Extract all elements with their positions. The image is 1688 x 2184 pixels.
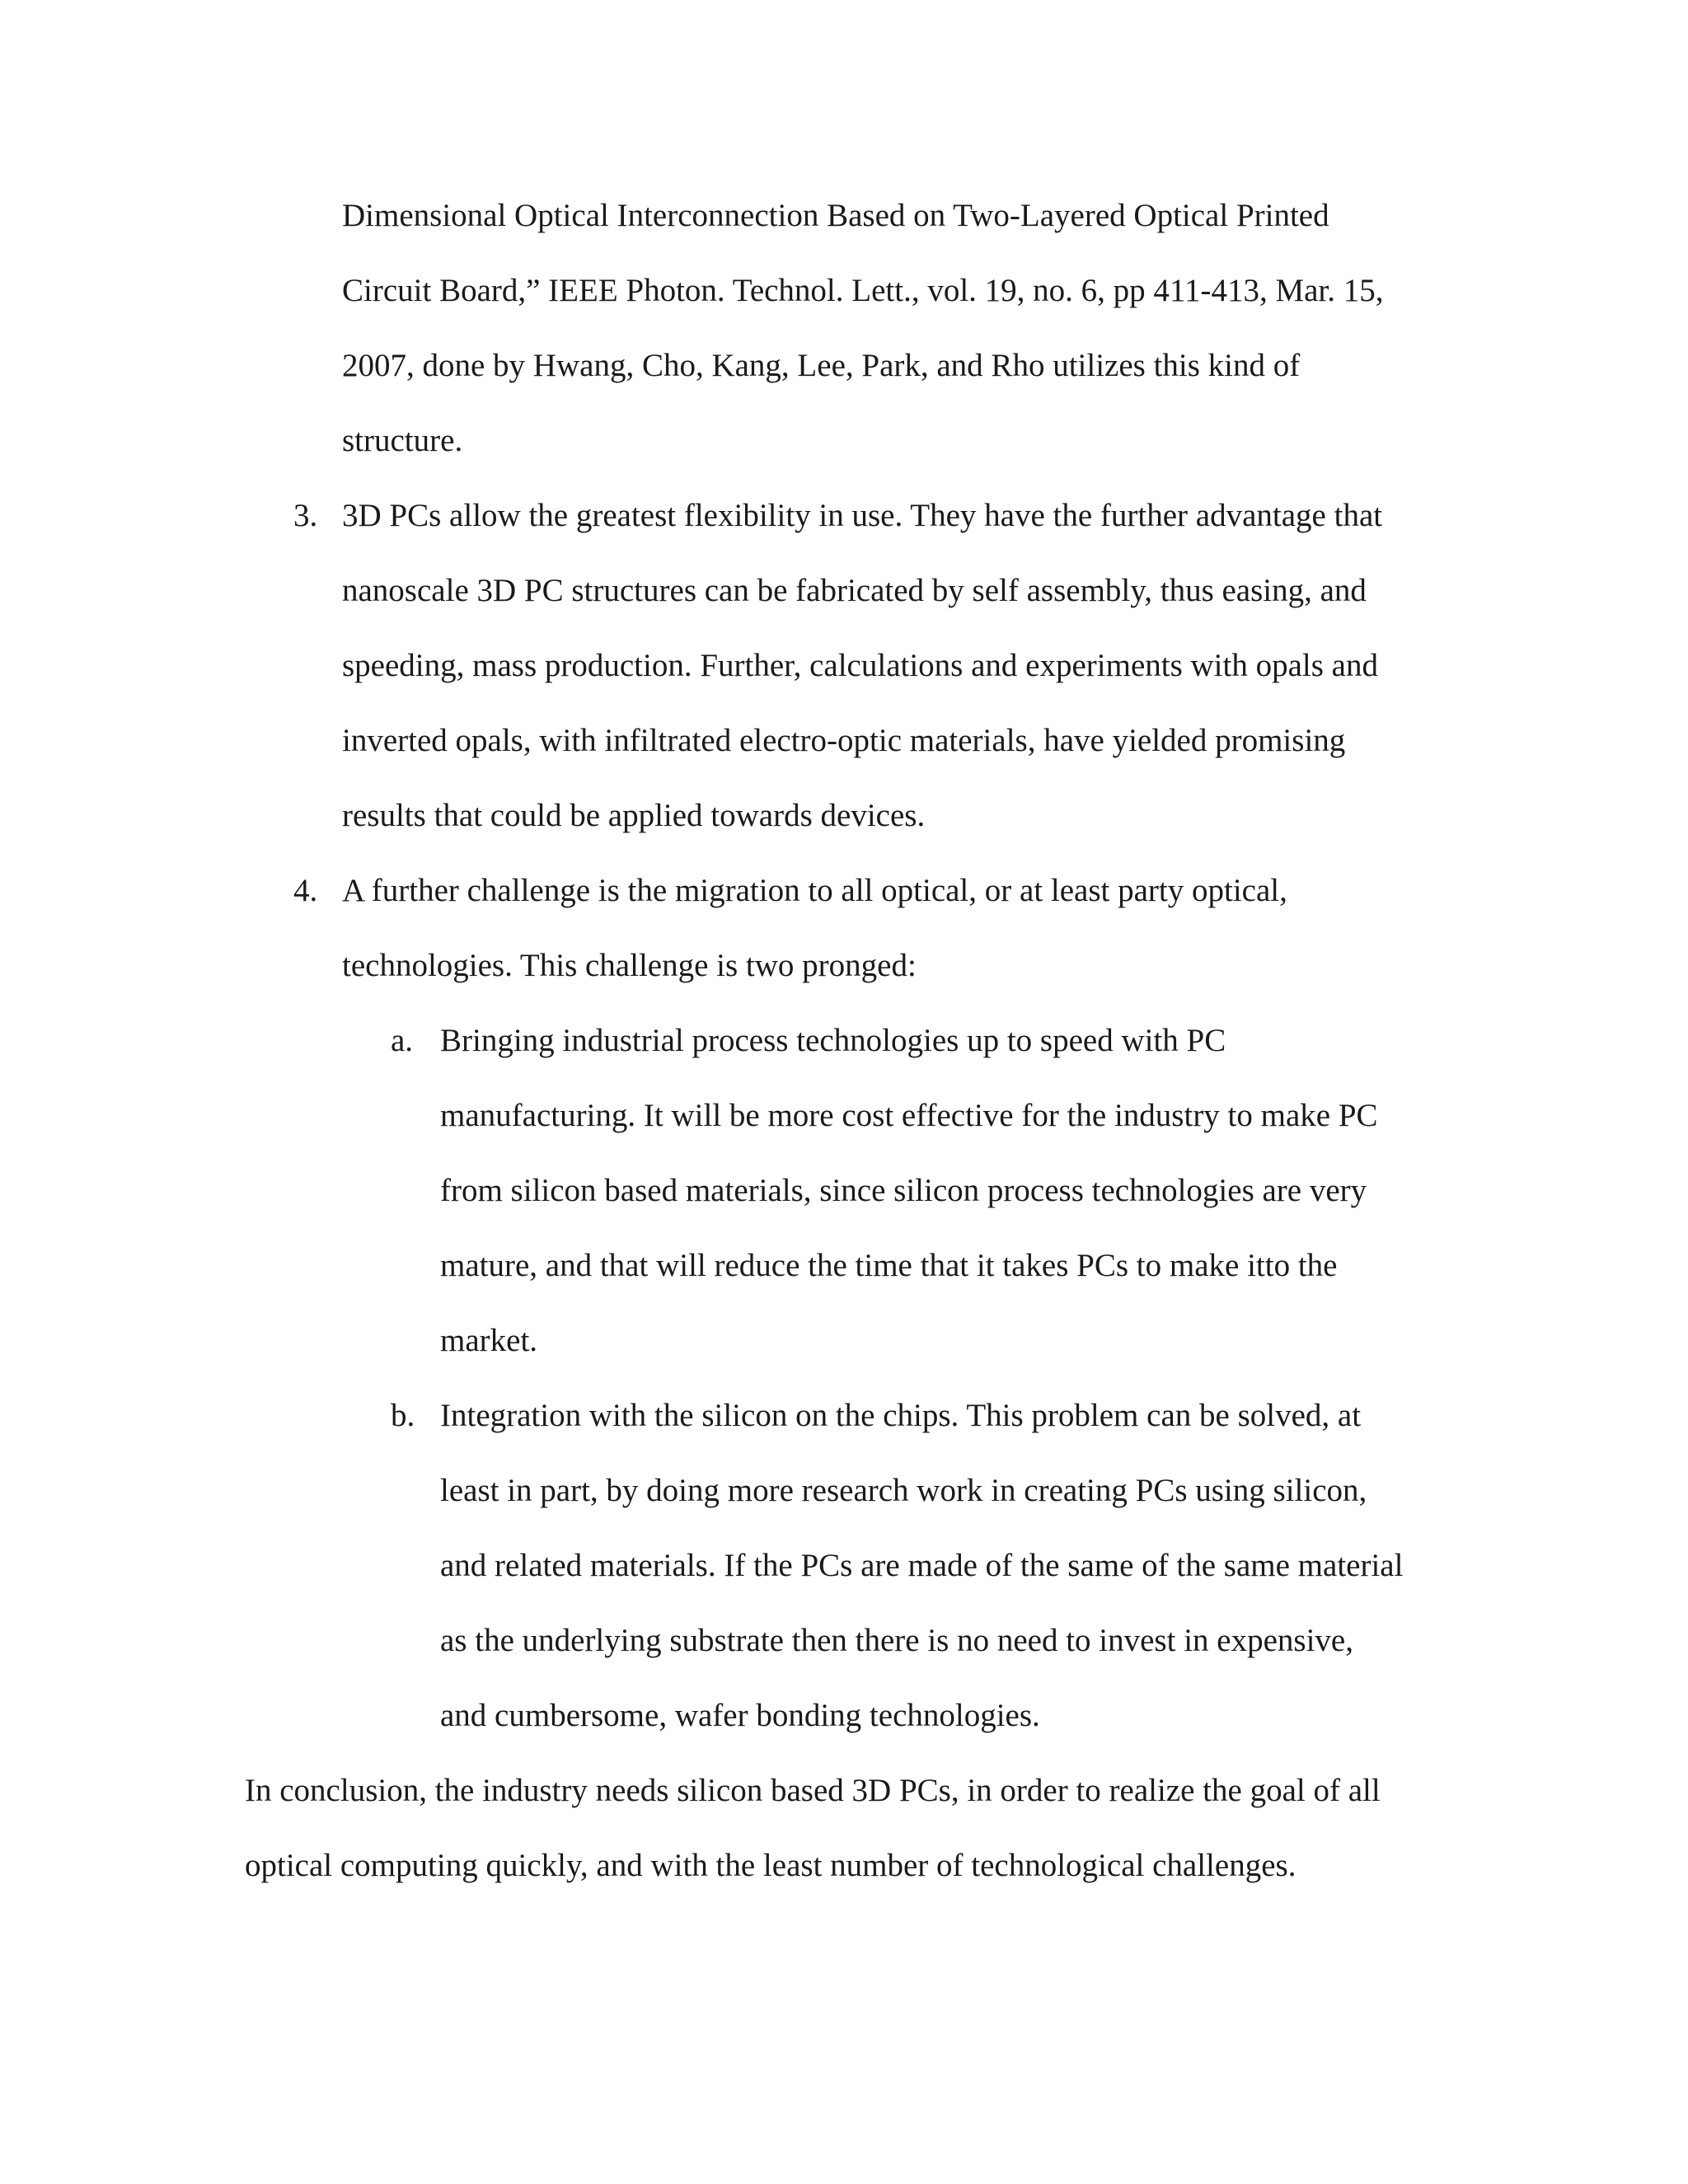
text-line: A further challenge is the migration to all optical, or at least party optical, — [342, 873, 1287, 908]
text-line: Bringing industrial process technologies up to speed with PC — [440, 1023, 1226, 1058]
conclusion-text-line: In conclusion, the industry needs silicon based 3D PCs, in order to realize the goal of all — [245, 1773, 1381, 1808]
list-marker: 3. — [293, 498, 318, 533]
text-line: and cumbersome, wafer bonding technologies. — [440, 1698, 1040, 1733]
text-line: Circuit Board,” IEEE Photon. Technol. Lett., vol. 19, no. 6, pp 411-413, Mar. 15, — [342, 273, 1384, 308]
list-marker: 4. — [293, 873, 318, 908]
text-line: 3D PCs allow the greatest flexibility in use. They have the further advantage that — [342, 498, 1383, 533]
text-line: speeding, mass production. Further, calculations and experiments with opals and — [342, 648, 1378, 683]
text-line: results that could be applied towards devices. — [342, 798, 926, 833]
text-line: 2007, done by Hwang, Cho, Kang, Lee, Park, and Rho utilizes this kind of — [342, 348, 1301, 383]
text-line: inverted opals, with infiltrated electro-optic materials, have yielded promising — [342, 723, 1346, 758]
text-line: from silicon based materials, since silicon process technologies are very — [440, 1173, 1367, 1208]
text-line: Integration with the silicon on the chips. This problem can be solved, at — [440, 1398, 1362, 1433]
text-line: Dimensional Optical Interconnection Based on Two-Layered Optical Printed — [342, 198, 1329, 233]
conclusion-text-line: optical computing quickly, and with the least number of technological challenges. — [245, 1848, 1296, 1883]
text-line: mature, and that will reduce the time that it takes PCs to make itto the — [440, 1248, 1338, 1283]
text-line: technologies. This challenge is two pronged: — [342, 948, 917, 983]
text-line: as the underlying substrate then there is no need to invest in expensive, — [440, 1623, 1353, 1658]
text-line: structure. — [342, 423, 463, 458]
text-line: manufacturing. It will be more cost effective for the industry to make PC — [440, 1098, 1378, 1133]
text-line: nanoscale 3D PC structures can be fabricated by self assembly, thus easing, and — [342, 573, 1367, 608]
text-line: and related materials. If the PCs are made of the same of the same material — [440, 1548, 1404, 1583]
sublist-marker: b. — [391, 1398, 415, 1433]
text-line: market. — [440, 1323, 538, 1358]
text-line: least in part, by doing more research work in creating PCs using silicon, — [440, 1473, 1367, 1508]
sublist-marker: a. — [391, 1023, 414, 1058]
